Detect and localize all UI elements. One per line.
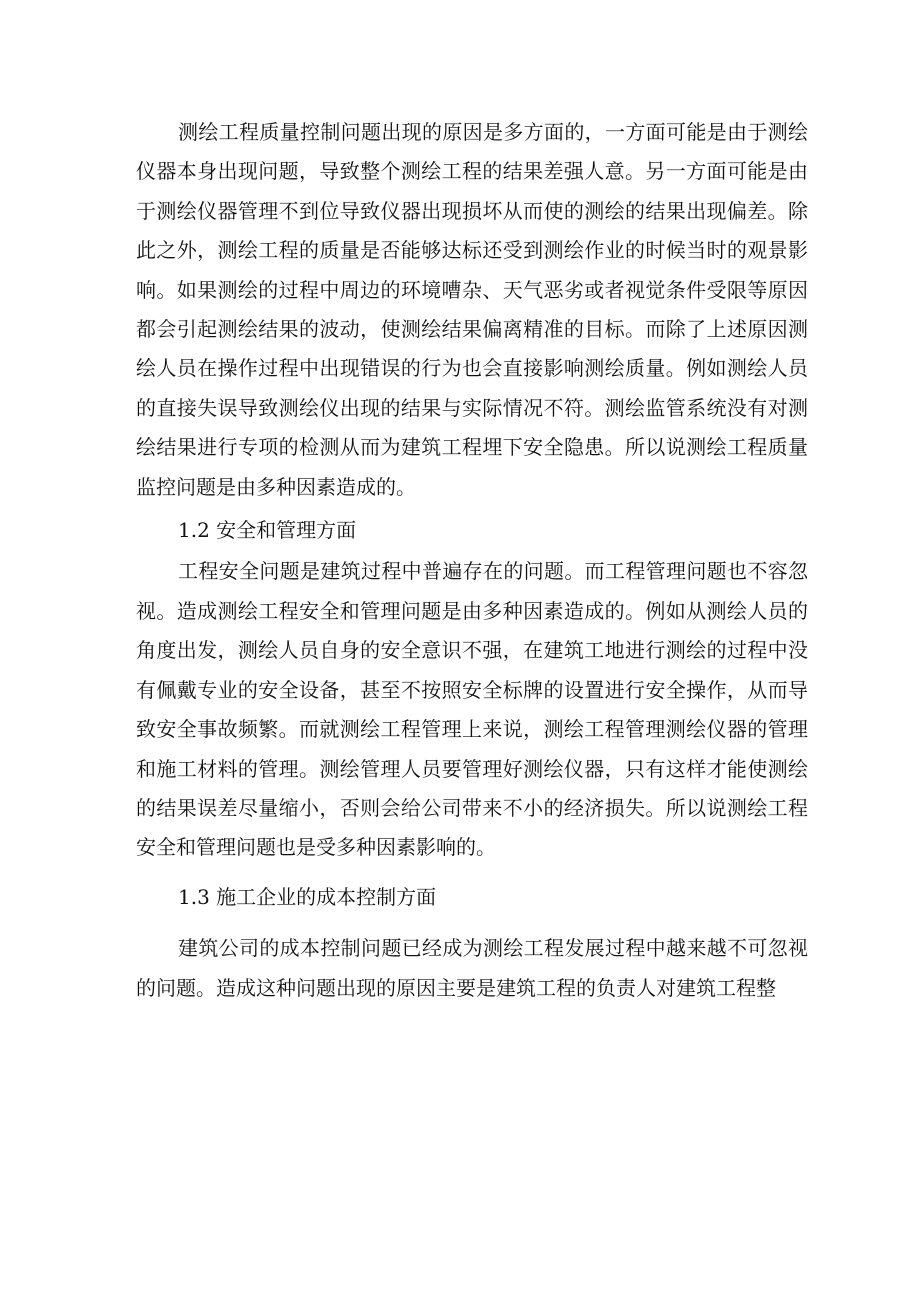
section-heading-1-2: 1.2 安全和管理方面 [178, 518, 357, 543]
paragraph-quality-control: 测绘工程质量控制问题出现的原因是多方面的，一方面可能是由于测绘仪器本身出现问题，导致整个测绘工程的结果差强人意。另一方面可能是由于测绘仪器管理不到位导致仪器出现损坏从而使的测绘的结果出现偏差。除此之外，测绘工程的质量是否能够达标还受到测绘作业的时候当时的观景影响。如果测绘的过程中周边的环境嘈杂、天气恶劣或者视觉条件受限等原因都会引起测绘结果的波动，使测绘结果偏离精准的目标。而除了上述原因测绘人员在操作过程中出现错误的行为也会直接影响测绘质量。例如测绘人员的直接失误导致测绘仪出现的结果与实际情况不符。测绘监管系统没有对测绘结果进行专项的检测从而为建筑工程埋下安全隐患。所以说测绘工程质量监控问题是由多种因素造成的。 [136, 120, 808, 499]
paragraph-cost-control: 建筑公司的成本控制问题已经成为测绘工程发展过程中越来越不可忽视的问题。造成这种问题出现的原因主要是建筑工程的负责人对建筑工程整 [136, 936, 808, 1000]
paragraph-safety-management: 工程安全问题是建筑过程中普遍存在的问题。而工程管理问题也不容忽视。造成测绘工程安全和管理问题是由多种因素造成的。例如从测绘人员的角度出发，测绘人员自身的安全意识不强，在建筑工地进行测绘的过程中没有佩戴专业的安全设备，甚至不按照安全标牌的设置进行安全操作，从而导致安全事故频繁。而就测绘工程管理上来说，测绘工程管理测绘仪器的管理和施工材料的管理。测绘管理人员要管理好测绘仪器，只有这样才能使测绘的结果误差尽量缩小，否则会给公司带来不小的经济损失。所以说测绘工程安全和管理问题也是受多种因素影响的。 [136, 559, 808, 860]
document-page [136, 113, 808, 1008]
section-heading-1-3: 1.3 施工企业的成本控制方面 [178, 884, 437, 909]
